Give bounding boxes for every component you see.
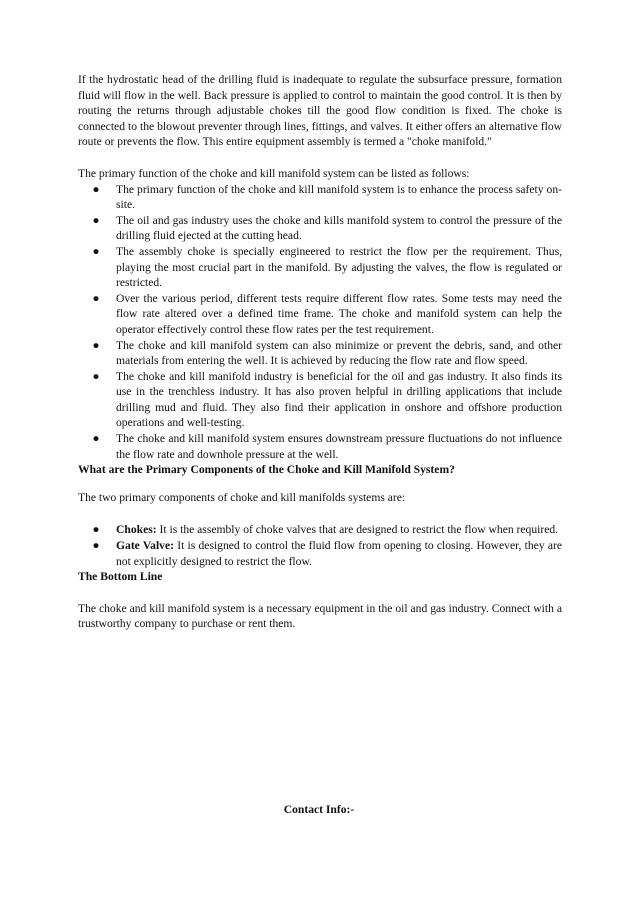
contact-info: Contact Info:- <box>283 803 355 816</box>
bullet-icon: ● <box>92 369 100 383</box>
component-text: It is the assembly of choke valves that are designed to restrict the flow when required. <box>156 523 559 537</box>
list-item <box>78 244 562 291</box>
list-item-text: The choke and kill manifold system ensures downstream pressure fluctuations do not influence the flow rate and downhole pressure at the well. <box>116 432 562 461</box>
bottom-line-paragraph: The choke and kill manifold system is a necessary equipment in the oil and gas industry. Connect with a trustworthy company to purchase or rent them. <box>78 601 562 631</box>
list-item <box>78 538 562 569</box>
component-term: Chokes: <box>116 523 157 537</box>
list-item <box>78 522 562 538</box>
bullet-icon: ● <box>92 213 100 227</box>
list-item <box>78 182 562 213</box>
bullet-icon: ● <box>92 539 100 553</box>
bullet-icon: ● <box>92 523 100 537</box>
intro-paragraph: If the hydrostatic head of the drilling fluid is inadequate to regulate the subsurface pressure, formation fluid will flow in the well. Back pressure is applied to control to maintain the good control. It is then by routing the returns through adjustable chokes till the good flow condition is fixed. The choke is connected to the blowout preventer through lines, fittings, and valves. It either offers an alternative flow route or prevents the flow. This entire equipment assembly is termed a "choke manifold." <box>78 73 562 149</box>
list-item <box>78 369 562 431</box>
bullet-icon: ● <box>92 432 100 446</box>
list-item-text: The oil and gas industry uses the choke and kills manifold system to control the pressure of the drilling fluid ejected at the cutting head. <box>116 213 562 243</box>
document-body <box>78 72 562 632</box>
list-item <box>78 338 562 369</box>
components-heading: What are the Primary Components of the Choke and Kill Manifold System? <box>78 463 455 477</box>
list-item <box>78 291 562 338</box>
list-item-text: Over the various period, different tests require different flow rates. Some tests may need the flow rate altered over a defined time frame. The choke and manifold system can help the operator effectively control these flow rates per the test requirement. <box>116 291 562 336</box>
bottom-line-heading: The Bottom Line <box>78 570 163 584</box>
component-term: Gate Valve: <box>116 539 174 553</box>
bullet-icon: ● <box>92 244 100 258</box>
bullet-icon: ● <box>92 338 100 352</box>
list-item-text: The primary function of the choke and kill manifold system is to enhance the process safety on-site. <box>116 182 562 212</box>
list-item-text: The assembly choke is specially engineered to restrict the flow per the requirement. Thus, playing the most crucial part in the manifold. By adjusting the valves, the flow is regulated or restricted. <box>116 244 562 290</box>
bullet-icon: ● <box>92 291 100 305</box>
functions-lead: The primary function of the choke and kill manifold system can be listed as follows: <box>78 166 470 180</box>
components-list <box>78 522 562 569</box>
list-item-text: The choke and kill manifold system can also minimize or prevent the debris, sand, and other materials from entering the well. It is achieved by reducing the flow rate and flow speed. <box>116 338 562 368</box>
component-text: It is designed to control the fluid flow from opening to closing. However, they are not explicitly designed to restrict the flow. <box>116 539 563 568</box>
functions-list <box>78 182 562 463</box>
bullet-icon: ● <box>92 182 100 196</box>
list-item-text: The choke and kill manifold industry is beneficial for the oil and gas industry. It also finds its use in the trenchless industry. It has also proven helpful in drilling applications that include drilling mud and fluid. They also find their application in onshore and offshore production operations and well-testing. <box>116 369 562 430</box>
components-lead: The two primary components of choke and kill manifolds systems are: <box>78 490 406 504</box>
list-item <box>78 431 562 462</box>
list-item <box>78 213 562 244</box>
